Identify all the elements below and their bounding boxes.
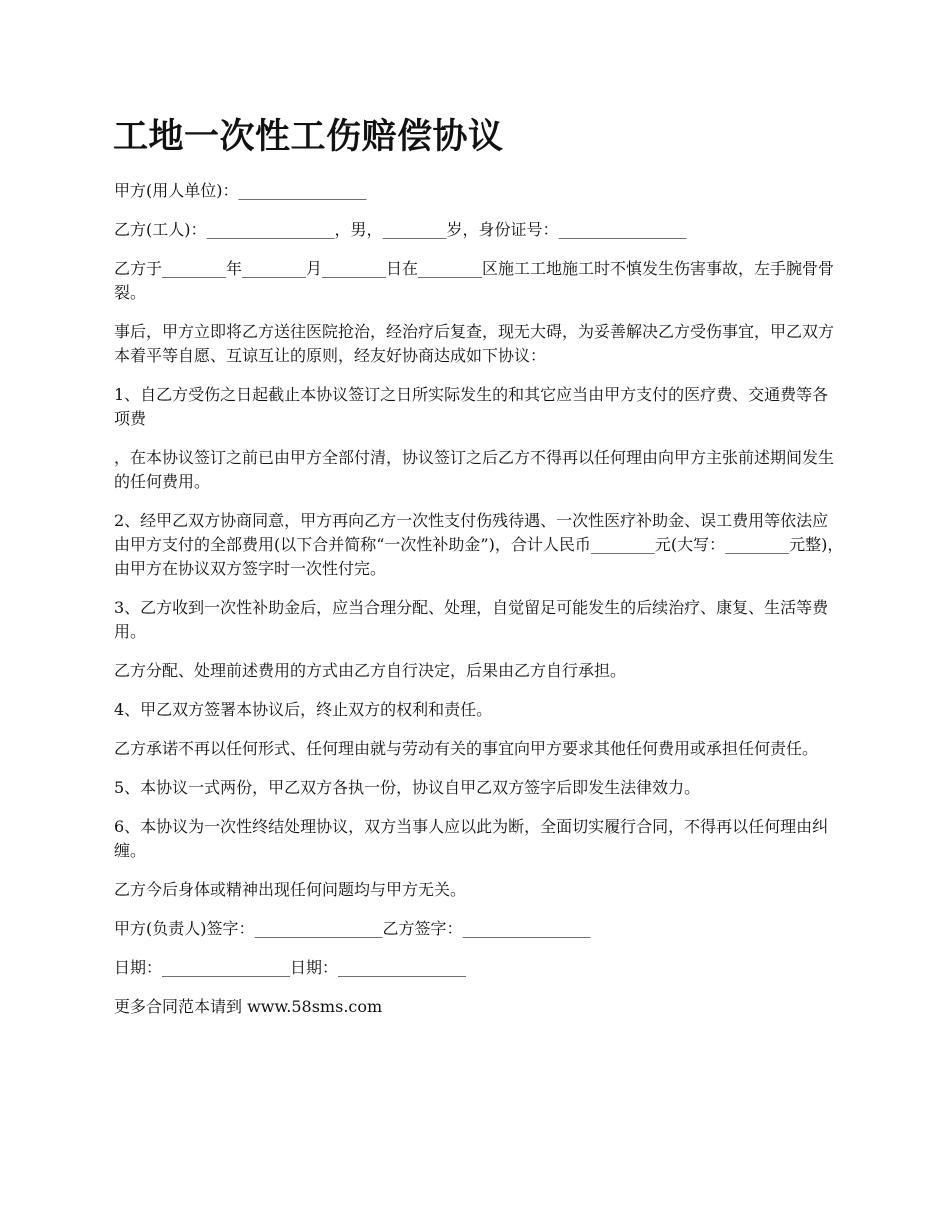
party-b-line: 乙方(工人)：________________，男，________岁，身份证号：________________ [114, 220, 687, 239]
clause-3: 3、乙方收到一次性补助金后，应当合理分配、处理，自觉留足可能发生的后续治疗、康复、生活等费用。 [114, 598, 829, 641]
clause-5: 5、本协议一式两份，甲乙双方各执一份，协议自甲乙双方签字后即发生法律效力。 [114, 778, 701, 797]
clause-3-continued: 乙方分配、处理前述费用的方式由乙方自行决定，后果由乙方自行承担。 [114, 661, 627, 680]
clause-1-continued: ，在本协议签订之前已由甲方全部付清，协议签订之后乙方不得再以任何理由向甲方主张前述期间发生的任何费用。 [114, 448, 835, 491]
clause-6-continued: 乙方今后身体或精神出现任何问题均与甲方无关。 [114, 880, 467, 899]
document-body [114, 179, 844, 1034]
signature-line: 甲方(负责人)签字：________________乙方签字：________________ [114, 919, 591, 938]
clause-2: 2、经甲乙双方协商同意，甲方再向乙方一次性支付伤残待遇、一次性医疗补助金、误工费用等依法应由甲方支付的全部费用(以下合并简称“一次性补助金”)，合计人民币________元(大写：________元整)，由甲方在协议双方签字时一次性付完。 [114, 511, 844, 578]
party-a-line: 甲方(用人单位)：________________ [114, 181, 367, 200]
date-line: 日期：________________日期：________________ [114, 958, 467, 977]
clause-4-continued: 乙方承诺不再以任何形式、任何理由就与劳动有关的事宜向甲方要求其他任何费用或承担任何责任。 [114, 739, 819, 758]
clause-1: 1、自乙方受伤之日起截止本协议签订之日所实际发生的和其它应当由甲方支付的医疗费、交通费等各项费 [114, 385, 829, 428]
incident-paragraph: 乙方于________年________月________日在________区施工工地施工时不慎发生伤害事故，左手腕骨骨裂。 [114, 259, 835, 302]
clause-6: 6、本协议为一次性终结处理协议，双方当事人应以此为断，全面切实履行合同，不得再以任何理由纠缠。 [114, 817, 829, 860]
clause-4: 4、甲乙双方签署本协议后，终止双方的权利和责任。 [114, 700, 493, 719]
footer-link-text: 更多合同范本请到 www.58sms.com [114, 997, 383, 1016]
negotiation-paragraph: 事后，甲方立即将乙方送往医院抢治，经治疗后复查，现无大碍，为妥善解决乙方受伤事宜，甲乙双方本着平等自愿、互谅互让的原则，经友好协商达成如下协议： [114, 322, 835, 365]
document-title: 工地一次性工伤赔偿协议 [113, 116, 504, 157]
